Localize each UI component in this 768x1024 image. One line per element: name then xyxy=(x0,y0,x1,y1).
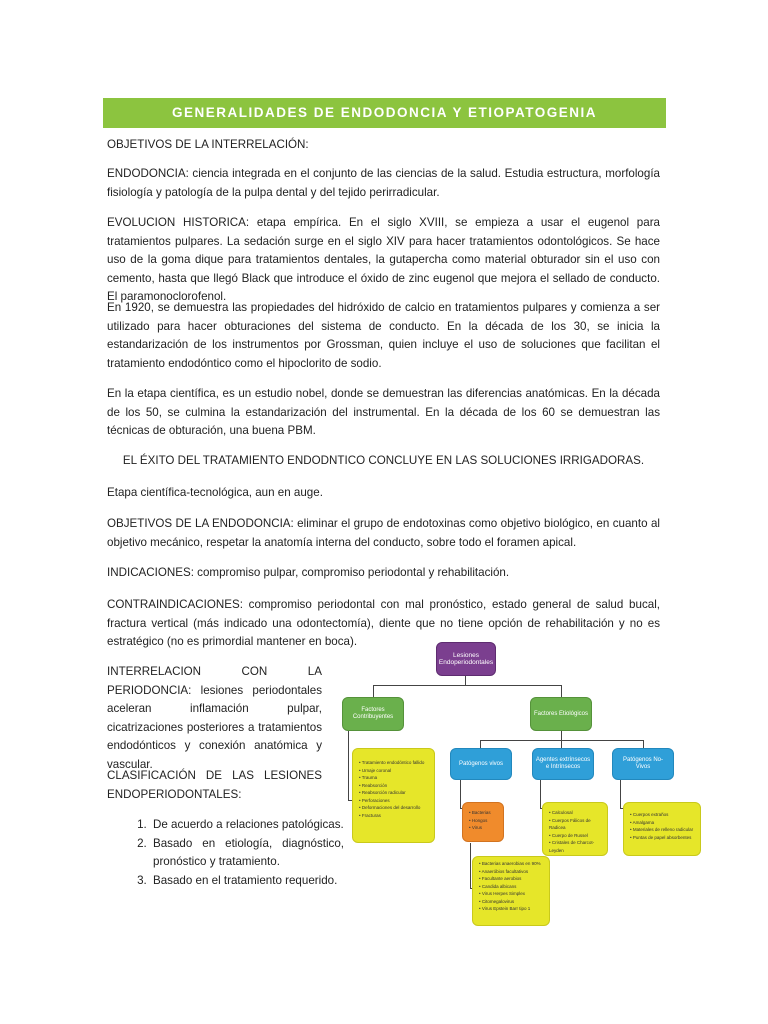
list-item: 1. De acuerdo a relaciones patológicas. xyxy=(150,816,344,835)
list-item: 3. Basado en el tratamiento requerido. xyxy=(150,872,344,891)
clasificacion-list xyxy=(128,816,344,890)
etiol-box: Factores Etiológicos xyxy=(530,697,592,731)
interrelacion-paragraph: INTERRELACION CON LA PERIODONCIA: lesiones periodontales aceleran inflamación pulpar, cicatrizaciones posteriores a tratamientos endodónticos y conexión anatómica y vascular. xyxy=(107,665,322,771)
clasificacion-heading: CLASIFICACIÓN DE LAS LESIONES ENDOPERIODONTALES: xyxy=(107,769,322,801)
list-item: • Trauma xyxy=(359,774,424,782)
contrib-items-box xyxy=(352,748,435,843)
list-item: • Cuerpos extraños xyxy=(630,811,693,819)
list-item: • Virus Herpes Simplex xyxy=(479,890,541,898)
agentes-box: Agentes extrínsecos e Intrínsecos xyxy=(532,748,594,780)
list-item: • Cuerpo de Russel xyxy=(549,832,605,840)
root-box: Lesiones Endoperiodontales xyxy=(436,642,496,676)
etapa-paragraph: Etapa científica-tecnológica, aun en auge. xyxy=(107,486,323,499)
list-item: • Materiales de relleno radicular xyxy=(630,826,693,834)
virus-items-box xyxy=(472,856,550,926)
exito-statement: EL ÉXITO DEL TRATAMIENTO ENDODNTICO CONCLUYE EN LAS SOLUCIONES IRRIGADORAS. xyxy=(122,454,645,467)
list-item: • Bacterias anaerobias en 90% xyxy=(479,860,541,868)
list-item: • Amalgama xyxy=(630,819,693,827)
list-item: • Facultante aerobios xyxy=(479,875,541,883)
evolucion-paragraph: EVOLUCION HISTORICA: etapa empírica. En el siglo XVIII, se empieza a usar el eugenol para tratamientos pulpares. La sedación surge en el siglo XIV para hacer tratamientos odontológicos. Se hace uso de la goma dique para tratamientos dentales, la gutapercha como material obturador sin el uso con cemento, hasta que llegó Black que introduce el óxido de zinc eugenol que mejora el sellado de conducto. El paramonoclorofenol. xyxy=(107,216,660,304)
list-item: • Reabsorción radicular xyxy=(359,789,424,797)
contraindicaciones-paragraph: CONTRAINDICACIONES: compromiso periodontal con mal pronóstico, estado general de salud bucal, fractura vertical (más indicado una odontectomía), diente que no tiene opción de rehabilitación y no es estratégico (no es primordial mantener en boca). xyxy=(107,598,660,649)
novivos-items-box xyxy=(623,802,701,856)
list-item: 2. Basado en etiología, diagnóstico, pronóstico y tratamiento. xyxy=(150,835,344,872)
list-item: • Candida albicans xyxy=(479,883,541,891)
endodoncia-paragraph: ENDODONCIA: ciencia integrada en el conjunto de las ciencias de la salud. Estudia estructura, morfología fisiología y patología de la pulpa dental y del tejido perirradicular. xyxy=(107,167,660,199)
list-item: • Cuerpos Fálicos de Radicea xyxy=(549,817,605,832)
list-item: • Citomegalovirus xyxy=(479,898,541,906)
list-item: • Puntas de papel absorbentes xyxy=(630,834,693,842)
list-item: • Anaeróbios facultativos xyxy=(479,868,541,876)
list-item: • Reabsorción xyxy=(359,782,424,790)
list-item: • Bacterias xyxy=(469,809,491,817)
list-item: • Fracturas xyxy=(359,812,424,820)
list-item: • Virus Epstein Barr tipo 1 xyxy=(479,905,541,913)
agentes-items-box xyxy=(542,802,608,856)
vivos-box: Patógenos vivos xyxy=(450,748,512,780)
list-item: • Tratamiento endodóntico fallido xyxy=(359,759,424,767)
vivos-items-box xyxy=(462,802,504,842)
novivos-box: Patógenos No- Vivos xyxy=(612,748,674,780)
objetivos-heading: OBJETIVOS DE LA INTERRELACIÓN: xyxy=(107,138,309,151)
list-item: • Hongos xyxy=(469,817,491,825)
list-item: • Perforaciones xyxy=(359,797,424,805)
paragraph-1920: En 1920, se demuestra las propiedades del hidróxido de calcio en tratamientos pulpares y comienza a ser utilizado para hacer obturaciones del sistema de conducto. En la década de los 30, se inicia la estandarización de los instrumentos por Grossman, quien incluye el uso de soluciones que facilitan el tratamiento endodóntico como el hipoclorito de sodio. xyxy=(107,301,660,370)
lesiones-diagram xyxy=(340,638,705,928)
indicaciones-paragraph: INDICACIONES: compromiso pulpar, compromiso periodontal y rehabilitación. xyxy=(107,566,510,579)
list-item: • Calculosal xyxy=(549,809,605,817)
cientifica-paragraph: En la etapa científica, es un estudio nobel, donde se demuestran las diferencias anatómicas. En la década de los 50, se culmina la estandarización del instrumental. En la década de los 60 se demuestran las técnicas de obturación, una buena PBM. xyxy=(107,387,660,438)
objetivos-endo-paragraph: OBJETIVOS DE LA ENDODONCIA: eliminar el grupo de endotoxinas como objetivo biológico, en cuanto al objetivo mecánico, respetar la anatomía interna del conducto, sobre todo el foramen apical. xyxy=(107,517,660,549)
list-item: • Virus xyxy=(469,824,491,832)
page-title: GENERALIDADES DE ENDODONCIA Y ETIOPATOGENIA xyxy=(103,98,666,128)
list-item: • Urnaje coronal xyxy=(359,767,424,775)
list-item: • Cristales de Charcot-Leyden xyxy=(549,839,605,854)
contrib-box: Factores Contribuyentes xyxy=(342,697,404,731)
list-item: • Deformaciones del desarrollo xyxy=(359,804,424,812)
